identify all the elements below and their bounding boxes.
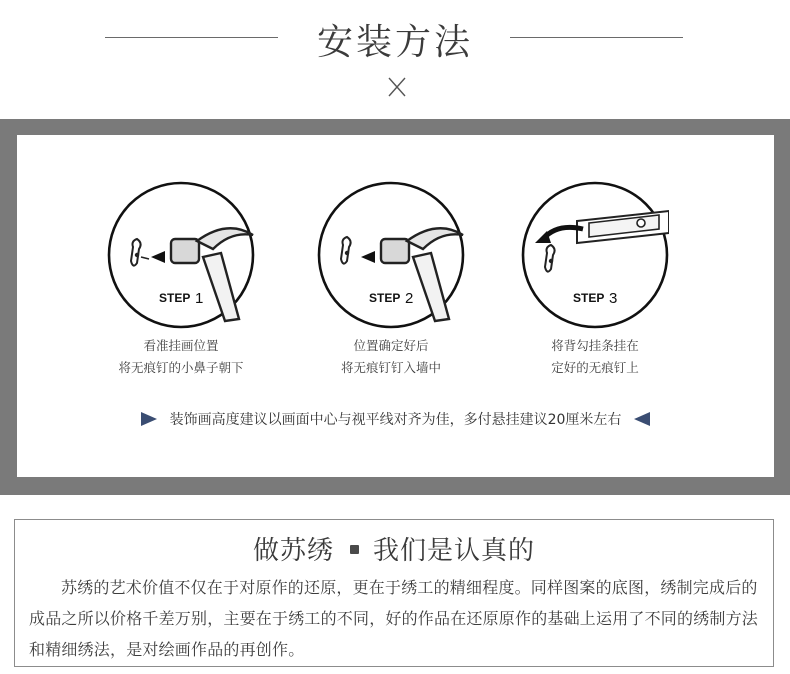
close-icon[interactable]	[386, 74, 408, 100]
svg-text:STEP: STEP	[369, 291, 401, 305]
hammer-nail-icon	[107, 181, 255, 329]
info-title: 做苏绣 我们是认真的	[252, 536, 536, 566]
header-rule-left	[105, 37, 278, 38]
triangle-left-icon	[634, 412, 650, 426]
page-title: 安装方法	[316, 22, 473, 63]
bullet-dot-icon	[350, 545, 359, 554]
svg-text:STEP: STEP	[573, 291, 605, 305]
step-3-caption: 将背勾挂条挂在 定好的无痕钉上	[551, 338, 639, 375]
info-body: 苏绣的艺术价值不仅在于对原作的还原，更在于绣工的精细程度。同样图案的底图，绣制完成后的成品之所以价格千差万别，主要在于绣工的不同，好的作品在还原原作的基础上运用了不同的绣制方法和精细绣法，是对绘画作品的再创作。	[29, 578, 759, 659]
svg-text:2: 2	[405, 290, 414, 307]
header-rule-right	[510, 37, 683, 38]
svg-text:3: 3	[609, 290, 618, 307]
svg-text:STEP: STEP	[159, 291, 191, 305]
triangle-right-icon	[141, 412, 157, 426]
svg-text:1: 1	[195, 290, 204, 307]
hanging-tip: 装饰画高度建议以画面中心与视平线对齐为佳，多付悬挂建议20厘米左右	[17, 409, 774, 429]
step-1-caption: 看准挂画位置 将无痕钉的小鼻子朝下	[118, 338, 244, 375]
installation-panel	[17, 135, 774, 477]
info-box	[14, 519, 774, 667]
hammer-nail-icon	[317, 181, 465, 329]
hanger-strip-icon	[521, 181, 669, 329]
step-2-caption: 位置确定好后 将无痕钉钉入墙中	[340, 338, 441, 375]
